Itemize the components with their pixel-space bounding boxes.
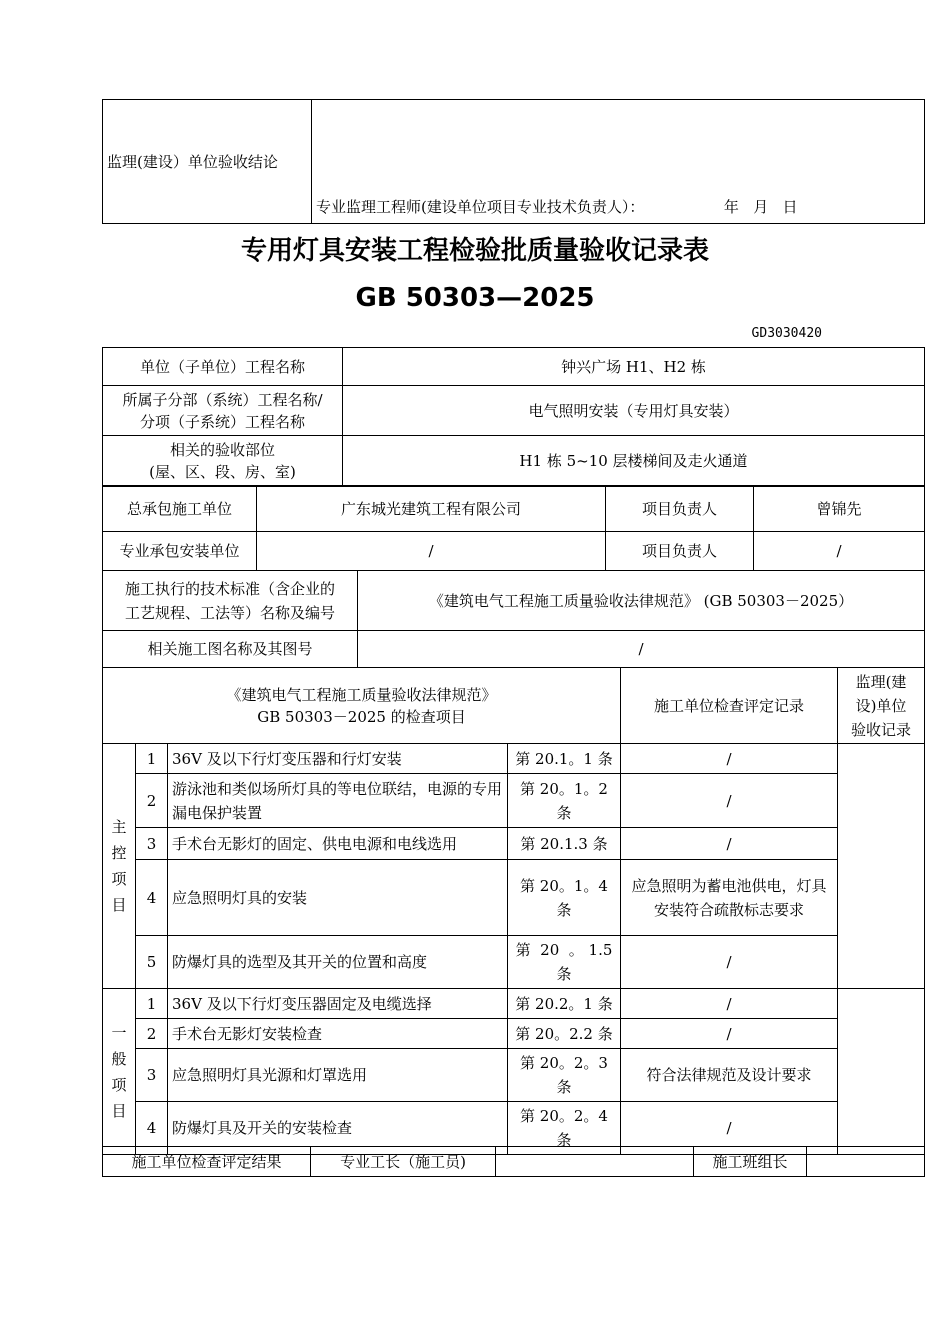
main-group-char: 目 — [111, 896, 127, 914]
sub-contractor-label: 专业承包安装单位 — [103, 532, 257, 571]
standard-value: 《建筑电气工程施工质量验收法律规范》 (GB 50303－2025） — [358, 571, 925, 631]
row-number: 4 — [136, 1102, 168, 1155]
header-info-table — [102, 347, 925, 486]
item-clause: 第 20。2。3 条 — [508, 1049, 621, 1102]
location-label-line2: (屋、区、段、房、室) — [149, 462, 296, 481]
sub-contractor-value: / — [257, 532, 606, 571]
row-number: 1 — [136, 989, 168, 1019]
contractor-record-header: 施工单位检查评定记录 — [621, 668, 838, 744]
item-clause: 第 20。1。2 条 — [508, 774, 621, 828]
supervisor-conclusion-label: 监理(建设）单位验收结论 — [103, 100, 312, 224]
item-record: / — [621, 744, 838, 774]
row-number: 5 — [136, 936, 168, 989]
project-manager-value: 曾锦先 — [754, 487, 925, 532]
standard-label-line1: 施工执行的技术标准（含企业的 — [124, 579, 335, 598]
team-leader-value[interactable] — [807, 1147, 925, 1177]
general-supervisor-record — [838, 989, 925, 1155]
item-record: / — [621, 989, 838, 1019]
item-description: 游泳池和类似场所灯具的等电位联结，电源的专用漏电保护装置 — [168, 774, 508, 828]
contractor-label: 总承包施工单位 — [103, 487, 257, 532]
main-group-char: 主 — [111, 818, 127, 836]
result-label: 施工单位检查评定结果 — [103, 1147, 311, 1177]
supervisor-conclusion-box — [102, 99, 925, 224]
row-number: 3 — [136, 1049, 168, 1102]
supervisor-record-header-line2: 设)单位 — [855, 696, 907, 715]
row-number: 2 — [136, 774, 168, 828]
location-label-line1: 相关的验收部位 — [169, 440, 275, 459]
location-value: H1 栋 5~10 层楼梯间及走火通道 — [343, 436, 925, 486]
form-code: GD3030420 — [751, 326, 822, 341]
signature-date: 年 月 日 — [723, 198, 798, 216]
drawing-label: 相关施工图名称及其图号 — [103, 631, 358, 668]
item-clause: 第 20.2。1 条 — [508, 989, 621, 1019]
standard-label — [103, 571, 358, 631]
general-group-char: 一 — [111, 1023, 127, 1042]
item-record: / — [621, 828, 838, 860]
item-description: 36V 及以下行灯变压器和行灯安装 — [168, 744, 508, 774]
item-description: 防爆灯具及开关的安装检查 — [168, 1102, 508, 1155]
general-group-label — [103, 989, 136, 1155]
unit-name-value: 钟兴广场 H1、H2 栋 — [343, 348, 925, 386]
supervisor-record-header-line1: 监理(建 — [855, 672, 907, 691]
subdivision-label-line2: 分项（子系统）工程名称 — [139, 412, 305, 431]
item-clause: 第 20。2.2 条 — [508, 1019, 621, 1049]
item-clause: 第 20。2。4 条 — [508, 1102, 621, 1155]
unit-name-label: 单位（子单位）工程名称 — [103, 348, 343, 386]
item-description: 36V 及以下行灯变压器固定及电缆选择 — [168, 989, 508, 1019]
check-items-table — [102, 667, 925, 1155]
main-group-char: 控 — [111, 844, 127, 862]
item-record: 应急照明为蓄电池供电，灯具安装符合疏散标志要求 — [621, 860, 838, 936]
foreman-value[interactable] — [496, 1147, 694, 1177]
main-supervisor-record — [838, 744, 925, 989]
subdivision-value: 电气照明安装（专用灯具安装） — [343, 386, 925, 436]
contractor-value: 广东城光建筑工程有限公司 — [257, 487, 606, 532]
item-clause: 第 20 。 1.5 条 — [508, 936, 621, 989]
supervisor-signature-cell — [312, 100, 925, 224]
sub-project-manager-label: 项目负责人 — [606, 532, 754, 571]
item-description: 防爆灯具的选型及其开关的位置和高度 — [168, 936, 508, 989]
general-group-char: 目 — [111, 1101, 127, 1120]
item-description: 手术台无影灯的固定、供电电源和电线选用 — [168, 828, 508, 860]
foreman-label: 专业工长（施工员) — [311, 1147, 496, 1177]
standard-title: GB 50303—2025 — [355, 283, 595, 313]
item-description: 应急照明灯具的安装 — [168, 860, 508, 936]
main-group-label — [103, 744, 136, 989]
supervisor-signature-label: 专业监理工程师(建设单位项目专业技术负责人）： — [316, 198, 645, 216]
item-record: 符合法律规范及设计要求 — [621, 1049, 838, 1102]
item-record: / — [621, 936, 838, 989]
row-number: 3 — [136, 828, 168, 860]
drawing-value: / — [358, 631, 925, 668]
item-clause: 第 20。1。4 条 — [508, 860, 621, 936]
general-group-char: 项 — [111, 1075, 127, 1094]
item-clause: 第 20.1.3 条 — [508, 828, 621, 860]
items-header — [103, 668, 621, 744]
subdivision-label-line1: 所属子分部（系统）工程名称/ — [122, 390, 323, 409]
items-header-line1: 《建筑电气工程施工质量验收法律规范》 — [226, 685, 497, 704]
row-number: 1 — [136, 744, 168, 774]
item-clause: 第 20.1。1 条 — [508, 744, 621, 774]
main-group-char: 项 — [111, 870, 127, 888]
item-record: / — [621, 774, 838, 828]
subdivision-label — [103, 386, 343, 436]
contractor-table — [102, 486, 925, 571]
footer-table — [102, 1146, 925, 1177]
item-record: / — [621, 1102, 838, 1155]
item-record: / — [621, 1019, 838, 1049]
team-leader-label: 施工班组长 — [694, 1147, 807, 1177]
item-description: 手术台无影灯安装检查 — [168, 1019, 508, 1049]
sub-project-manager-value: / — [754, 532, 925, 571]
location-label — [103, 436, 343, 486]
item-description: 应急照明灯具光源和灯罩选用 — [168, 1049, 508, 1102]
general-group-char: 般 — [111, 1049, 127, 1068]
standard-label-line2: 工艺规程、工法等）名称及编号 — [124, 603, 335, 622]
project-manager-label: 项目负责人 — [606, 487, 754, 532]
standard-table — [102, 570, 925, 668]
row-number: 2 — [136, 1019, 168, 1049]
form-title: 专用灯具安装工程检验批质量验收记录表 — [240, 236, 709, 266]
row-number: 4 — [136, 860, 168, 936]
supervisor-record-header — [838, 668, 925, 744]
items-header-line2: GB 50303－2025 的检查项目 — [257, 707, 466, 726]
supervisor-record-header-line3: 验收记录 — [851, 720, 912, 739]
